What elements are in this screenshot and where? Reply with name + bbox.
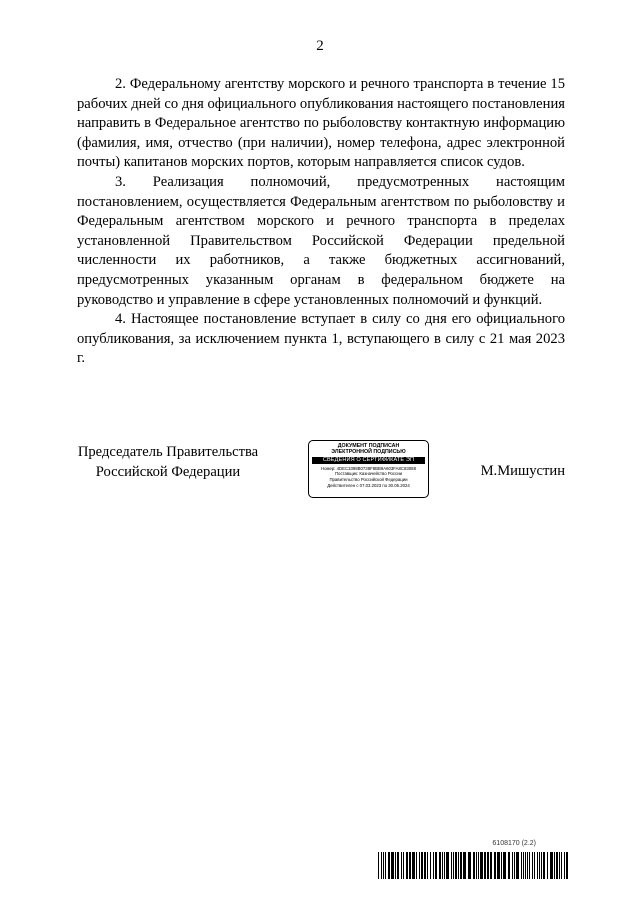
signature-block [77,443,565,506]
stamp-issuer: Поставщик: Казначейство России [334,471,403,477]
document-body [77,75,565,369]
signer-name: М.Мишустин [480,463,565,479]
paragraph-3: 3. Реализация полномочий, предусмотренных настоящим постановлением, осуществляется Федеральным агентством по рыболовству и Федеральным агентством морского и речного транспорта в пределах установленной Правительством Российской Федерации предельной численности их работников, а также бюджетных ассигнований, предусмотренных указанным органам в федеральном бюджете на руководство и управление в сфере установленных полномочий и функций. [77,173,565,308]
signer-title [77,443,259,482]
barcode-image [378,852,568,879]
stamp-certificate-number: Номер: 4DEC3398B0738F8BB9A603FA8C83088 [321,465,416,471]
stamp-heading-line2: ЭЛЕКТРОННОЙ ПОДПИСЬЮ [331,449,406,456]
signer-title-line2: Российской Федерации [95,463,241,480]
barcode-number: 6108170 (2.2) [492,840,536,847]
stamp-heading-line1: ДОКУМЕНТ ПОДПИСАН [337,443,400,449]
stamp-validity: Действителен с 07.03.2023 по 30.05.2024 [327,482,410,488]
paragraph-4: 4. Настоящее постановление вступает в силу со дня его официального опубликования, за исключением пункта 1, вступающего в силу с 21 мая 2023 г. [77,311,565,367]
paragraph-2: 2. Федеральному агентству морского и речного транспорта в течение 15 рабочих дней со дня официального опубликования настоящего постановления направить в Федеральное агентство по рыболовству контактную информацию (фамилия, имя, отчество (при наличии), номер телефона, адрес электронной почты) капитанов морских портов, которым направляется список судов. [77,76,565,171]
barcode-area [378,840,568,880]
signer-title-line1: Председатель Правительства [77,444,259,460]
page-number: 2 [316,38,324,54]
electronic-signature-stamp [308,440,429,498]
stamp-owner: Правительство Российской Федерации [329,477,408,483]
stamp-certificate-bar: СВЕДЕНИЯ О СЕРТИФИКАТЕ ЭП [312,457,425,465]
